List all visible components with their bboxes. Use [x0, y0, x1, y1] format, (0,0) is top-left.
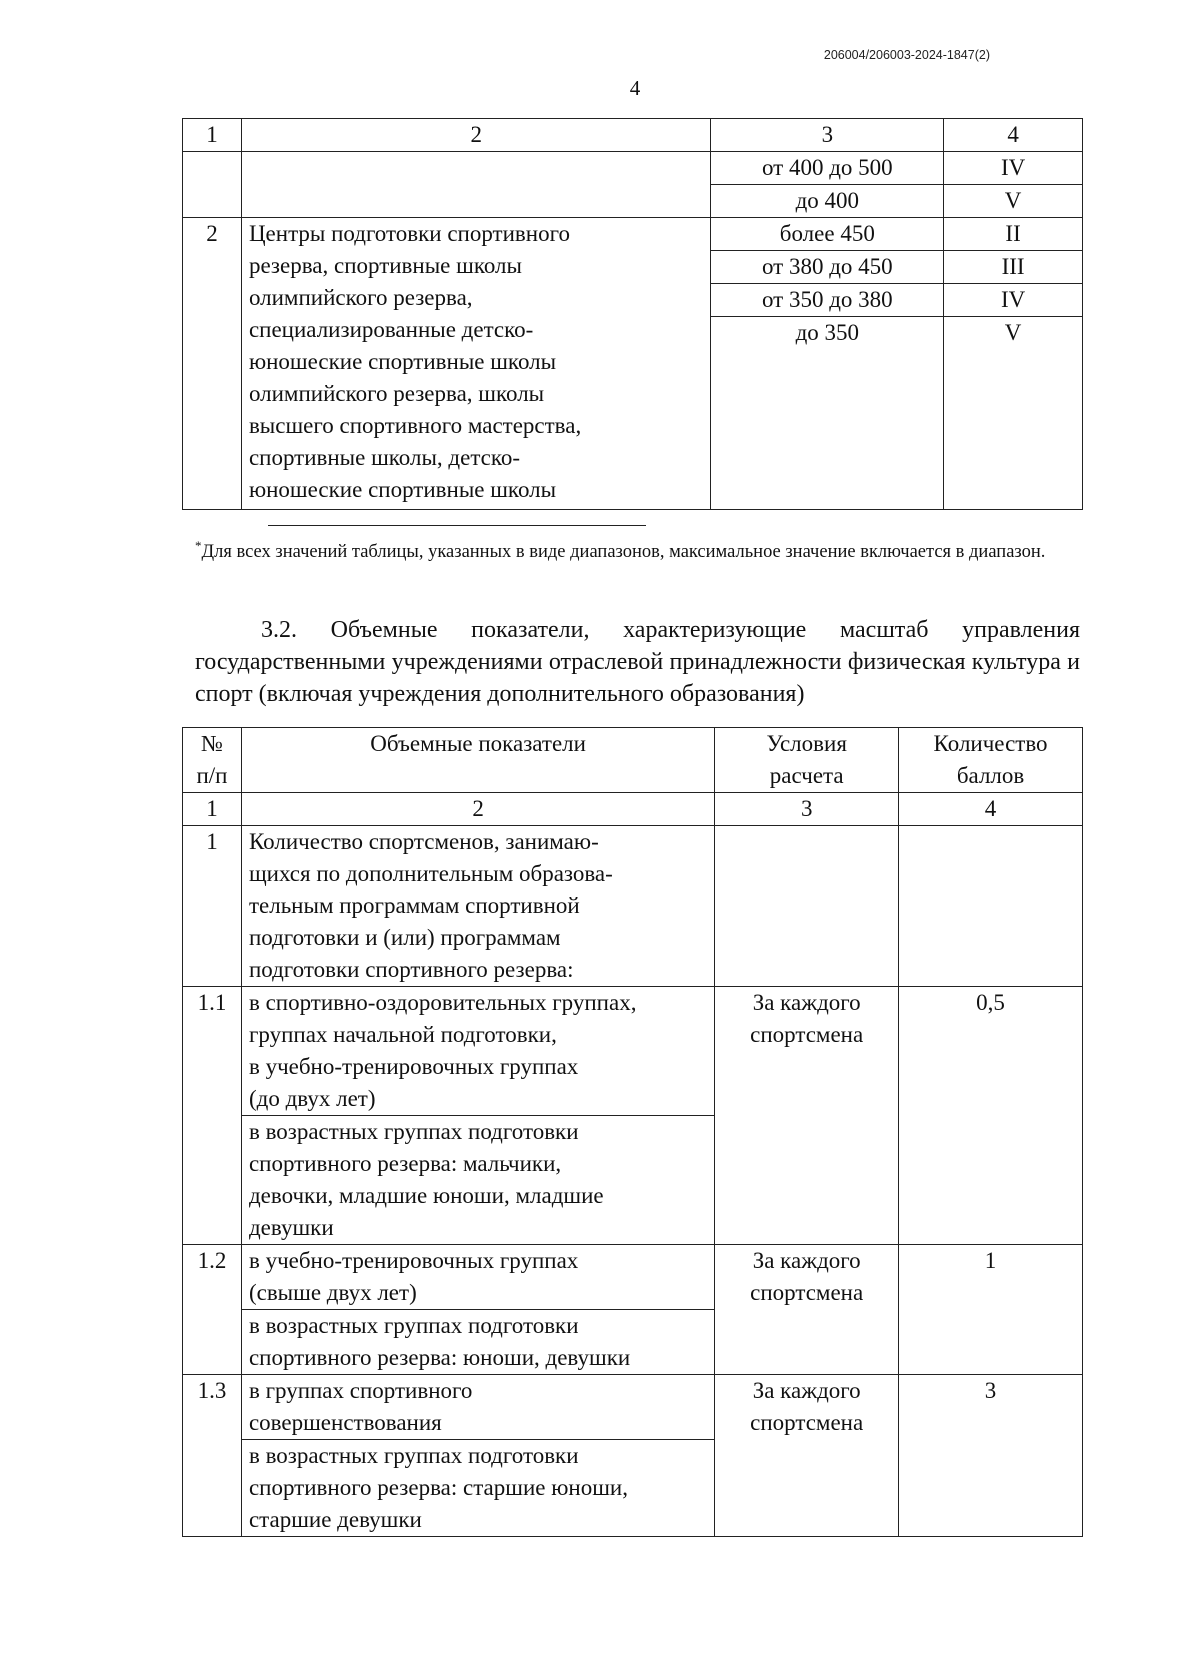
column-number: 1 — [183, 793, 242, 826]
points-cell: 1 — [899, 1245, 1083, 1375]
text-line: спортсмена — [750, 1280, 864, 1305]
indicator-cell — [241, 1375, 714, 1440]
text-line: спортивного резерва: юноши, девушки — [248, 1345, 631, 1370]
row-number: 1.2 — [183, 1245, 242, 1375]
text-line: За каждого — [752, 990, 861, 1015]
empty-cell — [715, 826, 899, 987]
text-line: юношеские спортивные школы — [248, 477, 557, 502]
row-number: 2 — [183, 218, 242, 510]
indicator-cell — [241, 1310, 714, 1375]
footnote — [195, 532, 1080, 566]
condition-cell — [715, 1375, 899, 1537]
table-header-row — [183, 728, 1083, 793]
text-line: в возрастных группах подготовки — [248, 1313, 579, 1338]
text-line: (свыше двух лет) — [248, 1280, 417, 1305]
column-numbers-row — [183, 793, 1083, 826]
text-line: в учебно-тренировочных группах — [248, 1248, 579, 1273]
empty-cell — [183, 152, 242, 218]
page-number: 4 — [629, 76, 641, 100]
text-line: юношеские спортивные школы — [248, 349, 557, 374]
range-cell: от 380 до 450 — [711, 251, 944, 284]
text-line: в спортивно-оздоровительных группах, — [248, 990, 637, 1015]
text-line: тельным программам спортивной — [248, 893, 580, 918]
column-number: 4 — [899, 793, 1083, 826]
table-row — [183, 987, 1083, 1116]
header-indicators: Объемные показатели — [241, 728, 714, 793]
text-line: группах начальной подготовки, — [248, 1022, 557, 1047]
text-line: щихся по дополнительным образова- — [248, 861, 613, 886]
header-line: Количество — [933, 731, 1048, 756]
range-cell: более 450 — [711, 218, 944, 251]
footnote-text: Для всех значений таблицы, указанных в виде диапазонов, максимальное значение включается в диапазон. — [201, 542, 1046, 563]
condition-cell — [715, 987, 899, 1245]
group-cell: III — [944, 251, 1083, 284]
text-line: совершенствования — [248, 1410, 442, 1435]
column-number: 3 — [711, 119, 944, 152]
footnote-mark: * — [195, 538, 202, 553]
header-line: Условия — [766, 731, 847, 756]
text-line: (до двух лет) — [248, 1086, 376, 1111]
section-heading-3-2: 3.2. Объемные показатели, характеризующие масштаб управления государственными учреждениями отраслевой принадлежности физическая культура и спорт (включая учреждения дополнительного образования) — [195, 617, 1080, 707]
column-number: 3 — [715, 793, 899, 826]
indicator-cell — [241, 987, 714, 1116]
ranking-table-continued — [182, 118, 1083, 510]
text-line: спортсмена — [750, 1022, 864, 1047]
institution-types-cell — [241, 218, 711, 510]
text-line: олимпийского резерва, школы — [248, 381, 545, 406]
text-line: высшего спортивного мастерства, — [248, 413, 582, 438]
row-number: 1.3 — [183, 1375, 242, 1537]
group-cell: IV — [944, 284, 1083, 317]
table-row — [183, 218, 1083, 251]
header-line: баллов — [956, 763, 1025, 788]
header-line: № — [201, 731, 223, 756]
indicator-cell — [241, 1116, 714, 1245]
table-row — [183, 1375, 1083, 1440]
text-line: спортсмена — [750, 1410, 864, 1435]
text-line: спортивного резерва: старшие юноши, — [248, 1475, 628, 1500]
volume-indicators-table — [182, 727, 1083, 1537]
points-cell: 0,5 — [899, 987, 1083, 1245]
text-line: в возрастных группах подготовки — [248, 1443, 579, 1468]
table-row — [183, 826, 1083, 987]
text-line: Количество спортсменов, занимаю- — [248, 829, 599, 854]
table-header-row — [183, 119, 1083, 152]
range-cell: до 400 — [711, 185, 944, 218]
column-number: 2 — [241, 119, 711, 152]
text-line: девушки — [248, 1215, 334, 1240]
indicator-cell — [241, 1440, 714, 1537]
group-cell: V — [944, 317, 1083, 510]
row-number: 1.1 — [183, 987, 242, 1245]
group-cell: V — [944, 185, 1083, 218]
text-line: в учебно-тренировочных группах — [248, 1054, 579, 1079]
row-number: 1 — [183, 826, 242, 987]
points-cell: 3 — [899, 1375, 1083, 1537]
text-line: в группах спортивного — [248, 1378, 473, 1403]
table-row — [183, 152, 1083, 185]
empty-cell — [241, 152, 711, 218]
text-line: олимпийского резерва, — [248, 285, 473, 310]
header-conditions — [715, 728, 899, 793]
text-line: За каждого — [752, 1248, 861, 1273]
table-row — [183, 1245, 1083, 1310]
indicator-cell — [241, 1245, 714, 1310]
empty-cell — [899, 826, 1083, 987]
document-id: 206004/206003-2024-1847(2) — [823, 48, 990, 62]
text-line: специализированные детско- — [248, 317, 534, 342]
column-number: 2 — [241, 793, 714, 826]
group-cell: IV — [944, 152, 1083, 185]
header-line: расчета — [769, 763, 844, 788]
text-line: старшие девушки — [248, 1507, 422, 1532]
range-cell: от 350 до 380 — [711, 284, 944, 317]
text-line: подготовки и (или) программам — [248, 925, 561, 950]
column-number: 4 — [944, 119, 1083, 152]
header-number — [183, 728, 242, 793]
text-line: Центры подготовки спортивного — [248, 221, 570, 246]
text-line: девочки, младшие юноши, младшие — [248, 1183, 604, 1208]
text-line: в возрастных группах подготовки — [248, 1119, 579, 1144]
footnote-separator — [268, 525, 646, 526]
header-points — [899, 728, 1083, 793]
text-line: спортивного резерва: мальчики, — [248, 1151, 562, 1176]
indicator-cell — [241, 826, 714, 987]
text-line: спортивные школы, детско- — [248, 445, 521, 470]
range-cell: до 350 — [711, 317, 944, 510]
condition-cell — [715, 1245, 899, 1375]
header-line: п/п — [196, 763, 228, 788]
text-line: резерва, спортивные школы — [248, 253, 522, 278]
group-cell: II — [944, 218, 1083, 251]
text-line: подготовки спортивного резерва: — [248, 957, 574, 982]
range-cell: от 400 до 500 — [711, 152, 944, 185]
column-number: 1 — [183, 119, 242, 152]
text-line: За каждого — [752, 1378, 861, 1403]
